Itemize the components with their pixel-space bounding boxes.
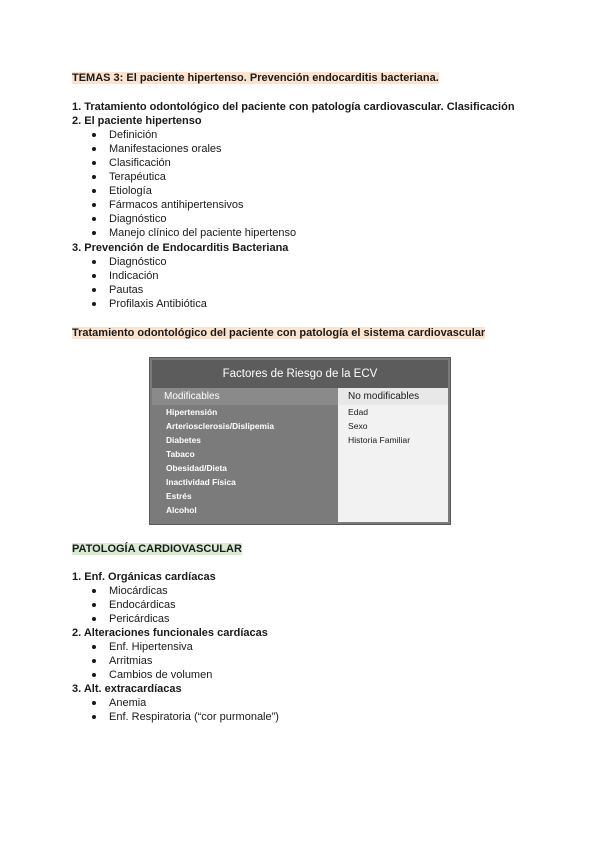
section-heading: Tratamiento odontológico del paciente con patología el sistema cardiovascular bbox=[72, 327, 486, 339]
patologia-heading: PATOLOGÍA CARDIOVASCULAR bbox=[72, 543, 242, 555]
bullet-icon bbox=[92, 147, 96, 151]
bullet-icon bbox=[92, 288, 96, 292]
bullet-icon bbox=[92, 133, 96, 137]
bullet-icon bbox=[92, 645, 96, 649]
bullet-icon bbox=[92, 659, 96, 663]
bullet-icon bbox=[92, 175, 96, 179]
table-cell: Historia Familiar bbox=[348, 435, 411, 445]
document-page: TEMAS 3: El paciente hipertenso. Prevención endocarditis bacteriana. 1. Tratamiento odontológico del paciente con patología cardiovascular. Clasificación 2. El paciente hipertenso Definición Manifestaciones orales Clasificación Terapéutica Etiología Fármacos antihipertensivos Diagnóstico Manejo clínico del paciente hipertenso 3. Prevención de Endocarditis Bacteriana Diagnóstico Indicación Pautas Profilaxis Antibiótica Tratamiento odontológico del paciente con patología el sistema cardiovascular Factores de Riesgo de la ECV Modificables No modificables Hipertensión Arteriosclerosis/Dislipemia Diabetes Tabaco Obesidad/Dieta Inactividad Física Estrés Alcohol Edad Sexo Historia Familiar PATOLOGÍA CARDIOVASCULAR 1. Enf. Orgánicas cardíacas Miocárdicas Endocárdicas Pericárdicas 2. Alteraciones funcionales cardíacas Enf. Hipertensiva Arritmias Cambios de volumen 3. Alt. extracardíacas Anemia Enf. Respiratoria (“cor purmonale”) bbox=[72, 72, 515, 723]
table-cell: Diabetes bbox=[166, 435, 201, 445]
bullet-icon bbox=[92, 701, 96, 705]
modifiable-column bbox=[152, 405, 338, 522]
table-cell: Arteriosclerosis/Dislipemia bbox=[166, 421, 274, 431]
non-modifiable-column bbox=[338, 405, 448, 522]
bullet-icon bbox=[92, 217, 96, 221]
outline-heading-3: 3. Prevención de Endocarditis Bacteriana bbox=[72, 242, 289, 254]
table-cell: Inactividad Física bbox=[166, 477, 236, 487]
bullet-icon bbox=[92, 274, 96, 278]
modifiable-header: Modificables bbox=[152, 388, 338, 405]
table-cell: Hipertensión bbox=[166, 407, 218, 417]
table-cell: Obesidad/Dieta bbox=[166, 463, 227, 473]
patologia-heading-2: 2. Alteraciones funcionales cardíacas bbox=[72, 627, 268, 639]
bullet-icon bbox=[92, 260, 96, 264]
document-title: TEMAS 3: El paciente hipertenso. Prevención endocarditis bacteriana. bbox=[72, 72, 439, 84]
bullet-icon bbox=[92, 603, 96, 607]
outline-heading-1: 1. Tratamiento odontológico del paciente con patología cardiovascular. Clasificación bbox=[72, 101, 515, 113]
patologia-heading-3: 3. Alt. extracardíacas bbox=[72, 683, 182, 695]
outline-heading-2: 2. El paciente hipertenso bbox=[72, 115, 202, 127]
risk-factors-table bbox=[149, 357, 451, 525]
table-cell: Estrés bbox=[166, 491, 192, 501]
bullet-icon bbox=[92, 189, 96, 193]
table-cell: Sexo bbox=[348, 421, 368, 431]
non-modifiable-header: No modificables bbox=[338, 388, 448, 405]
table-cell: Tabaco bbox=[166, 449, 195, 459]
bullet-icon bbox=[92, 161, 96, 165]
bullet-icon bbox=[92, 589, 96, 593]
bullet-icon bbox=[92, 203, 96, 207]
bullet-icon bbox=[92, 302, 96, 306]
bullet-icon bbox=[92, 231, 96, 235]
patologia-heading-1: 1. Enf. Orgánicas cardíacas bbox=[72, 571, 216, 583]
bullet-icon bbox=[92, 617, 96, 621]
risk-table-title: Factores de Riesgo de la ECV bbox=[152, 360, 448, 388]
bullet-icon bbox=[92, 715, 96, 719]
table-cell: Alcohol bbox=[166, 505, 197, 515]
table-cell: Edad bbox=[348, 407, 369, 417]
bullet-icon bbox=[92, 673, 96, 677]
